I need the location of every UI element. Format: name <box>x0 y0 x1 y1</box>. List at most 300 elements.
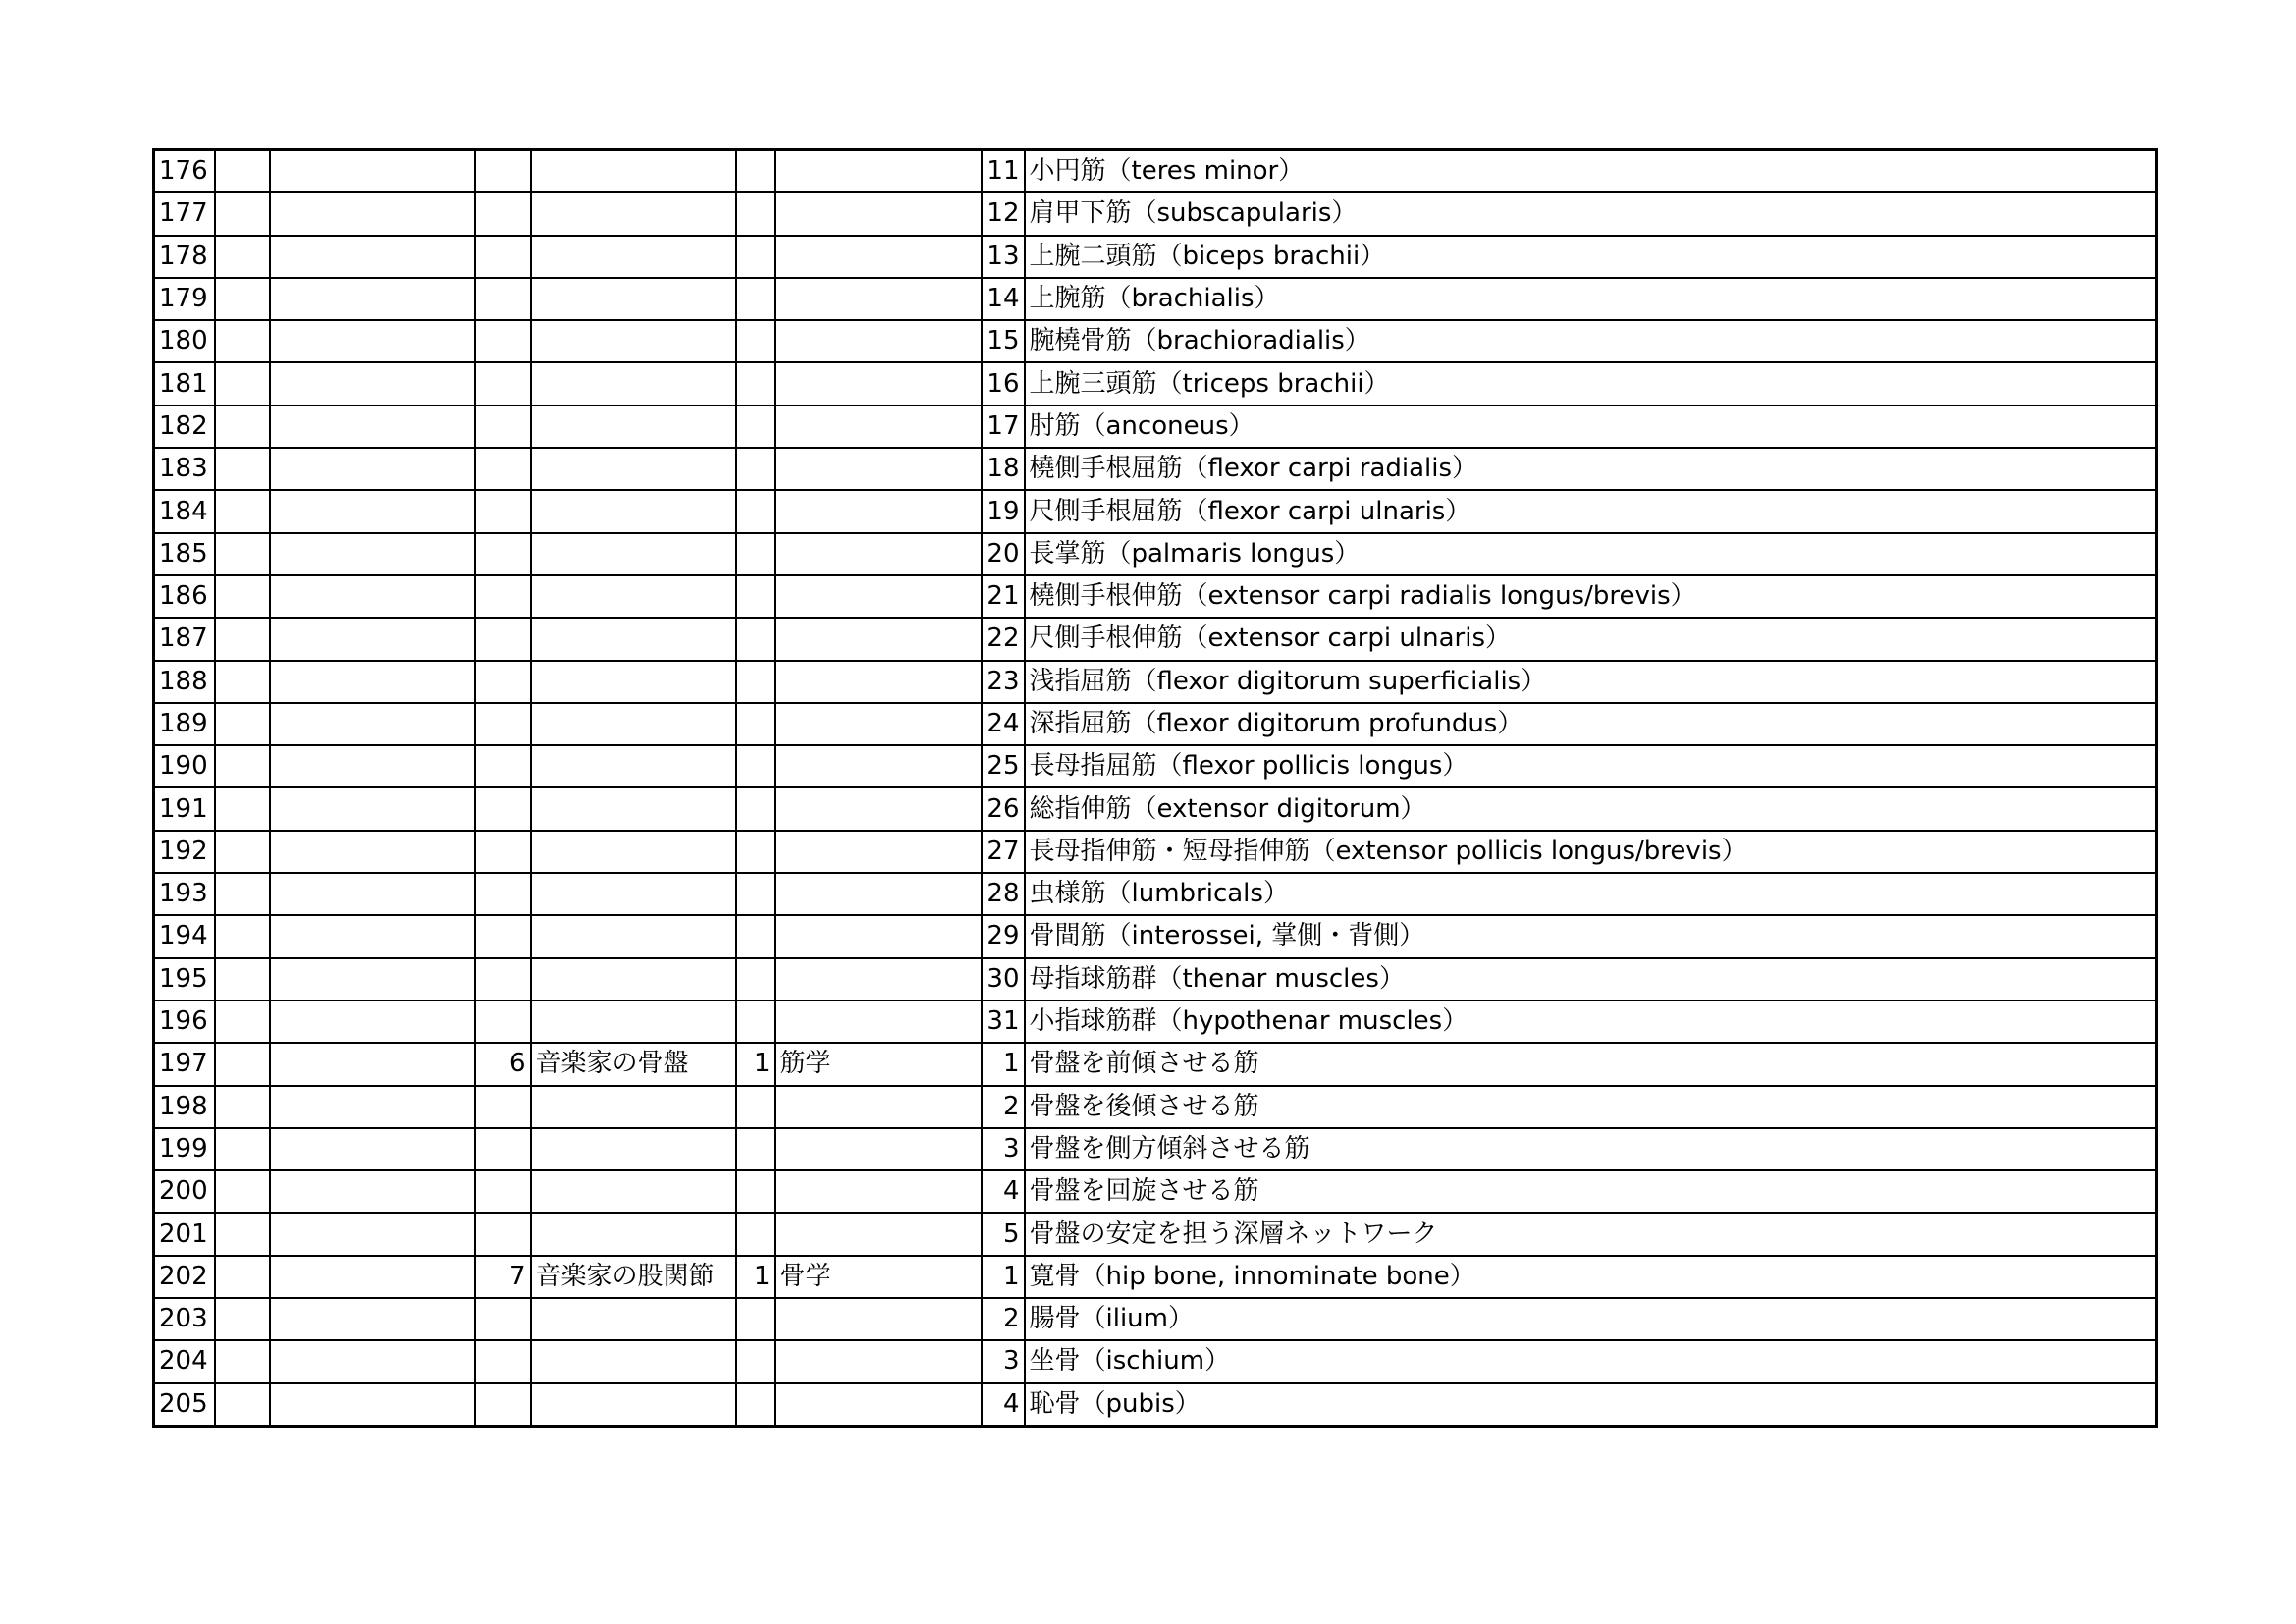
blank-cell <box>270 150 475 193</box>
item-number-cell: 18 <box>982 448 1025 490</box>
item-title-cell: 橈側手根伸筋（extensor carpi radialis longus/brevis） <box>1025 575 2157 618</box>
item-number-cell: 23 <box>982 661 1025 703</box>
chapter-number-cell <box>475 320 531 362</box>
chapter-title-cell <box>531 236 736 278</box>
blank-cell <box>215 1043 270 1085</box>
item-title-cell: 上腕三頭筋（triceps brachii） <box>1025 362 2157 405</box>
item-title-cell: 寛骨（hip bone, innominate bone） <box>1025 1256 2157 1298</box>
section-number-cell <box>736 1086 775 1128</box>
table-row <box>154 320 2157 362</box>
chapter-title-cell <box>531 958 736 1001</box>
chapter-title-cell <box>531 831 736 873</box>
row-number-cell: 196 <box>154 1001 215 1043</box>
blank-cell <box>270 618 475 660</box>
item-number-cell: 3 <box>982 1340 1025 1382</box>
chapter-number-cell <box>475 1086 531 1128</box>
blank-cell <box>215 1128 270 1170</box>
chapter-title-cell <box>531 1086 736 1128</box>
table-row <box>154 1086 2157 1128</box>
section-number-cell <box>736 661 775 703</box>
chapter-number-cell <box>475 362 531 405</box>
item-number-cell: 24 <box>982 703 1025 745</box>
blank-cell <box>215 362 270 405</box>
chapter-number-cell <box>475 150 531 193</box>
section-title-cell <box>775 1298 982 1340</box>
chapter-number-cell: 6 <box>475 1043 531 1085</box>
table-row <box>154 490 2157 532</box>
row-number-cell: 183 <box>154 448 215 490</box>
blank-cell <box>270 236 475 278</box>
item-title-cell: 尺側手根伸筋（extensor carpi ulnaris） <box>1025 618 2157 660</box>
table-row <box>154 915 2157 957</box>
row-number-cell: 182 <box>154 406 215 448</box>
item-number-cell: 3 <box>982 1128 1025 1170</box>
blank-cell <box>215 831 270 873</box>
blank-cell <box>270 448 475 490</box>
table-row <box>154 278 2157 320</box>
chapter-number-cell <box>475 745 531 787</box>
section-number-cell <box>736 362 775 405</box>
section-number-cell <box>736 618 775 660</box>
section-number-cell <box>736 448 775 490</box>
blank-cell <box>270 1043 475 1085</box>
item-title-cell: 母指球筋群（thenar muscles） <box>1025 958 2157 1001</box>
item-title-cell: 橈側手根屈筋（flexor carpi radialis） <box>1025 448 2157 490</box>
chapter-title-cell <box>531 915 736 957</box>
chapter-title-cell <box>531 278 736 320</box>
section-title-cell <box>775 1213 982 1255</box>
table-row <box>154 150 2157 193</box>
item-title-cell: 虫様筋（lumbricals） <box>1025 873 2157 915</box>
blank-cell <box>215 406 270 448</box>
chapter-number-cell <box>475 958 531 1001</box>
blank-cell <box>215 1256 270 1298</box>
row-number-cell: 204 <box>154 1340 215 1382</box>
chapter-number-cell <box>475 831 531 873</box>
item-number-cell: 11 <box>982 150 1025 193</box>
row-number-cell: 198 <box>154 1086 215 1128</box>
table-row <box>154 1383 2157 1427</box>
blank-cell <box>270 958 475 1001</box>
row-number-cell: 184 <box>154 490 215 532</box>
blank-cell <box>215 1340 270 1382</box>
item-number-cell: 25 <box>982 745 1025 787</box>
blank-cell <box>215 1213 270 1255</box>
row-number-cell: 178 <box>154 236 215 278</box>
section-title-cell <box>775 192 982 235</box>
chapter-number-cell: 7 <box>475 1256 531 1298</box>
chapter-number-cell <box>475 873 531 915</box>
row-number-cell: 203 <box>154 1298 215 1340</box>
row-number-cell: 197 <box>154 1043 215 1085</box>
table-row <box>154 703 2157 745</box>
row-number-cell: 187 <box>154 618 215 660</box>
chapter-number-cell <box>475 1213 531 1255</box>
table-row <box>154 1170 2157 1213</box>
item-number-cell: 20 <box>982 533 1025 575</box>
chapter-title-cell <box>531 490 736 532</box>
item-title-cell: 骨盤を前傾させる筋 <box>1025 1043 2157 1085</box>
row-number-cell: 185 <box>154 533 215 575</box>
section-title-cell <box>775 1170 982 1213</box>
row-number-cell: 177 <box>154 192 215 235</box>
item-title-cell: 骨盤を後傾させる筋 <box>1025 1086 2157 1128</box>
section-title-cell: 筋学 <box>775 1043 982 1085</box>
table-row <box>154 1256 2157 1298</box>
chapter-title-cell <box>531 192 736 235</box>
section-number-cell <box>736 278 775 320</box>
item-number-cell: 29 <box>982 915 1025 957</box>
chapter-title-cell <box>531 1340 736 1382</box>
section-number-cell <box>736 1298 775 1340</box>
section-number-cell: 1 <box>736 1256 775 1298</box>
blank-cell <box>215 236 270 278</box>
chapter-title-cell: 音楽家の骨盤 <box>531 1043 736 1085</box>
item-title-cell: 肩甲下筋（subscapularis） <box>1025 192 2157 235</box>
row-number-cell: 191 <box>154 787 215 830</box>
section-number-cell <box>736 1128 775 1170</box>
blank-cell <box>270 278 475 320</box>
blank-cell <box>215 575 270 618</box>
row-number-cell: 181 <box>154 362 215 405</box>
chapter-title-cell <box>531 1298 736 1340</box>
blank-cell <box>270 1170 475 1213</box>
table-row <box>154 362 2157 405</box>
row-number-cell: 176 <box>154 150 215 193</box>
blank-cell <box>215 1298 270 1340</box>
chapter-number-cell <box>475 1170 531 1213</box>
chapter-number-cell <box>475 915 531 957</box>
blank-cell <box>215 1383 270 1427</box>
blank-cell <box>270 1128 475 1170</box>
table-row <box>154 1128 2157 1170</box>
blank-cell <box>215 958 270 1001</box>
blank-cell <box>215 1001 270 1043</box>
row-number-cell: 202 <box>154 1256 215 1298</box>
row-number-cell: 179 <box>154 278 215 320</box>
chapter-number-cell <box>475 1340 531 1382</box>
table-row <box>154 873 2157 915</box>
section-title-cell <box>775 533 982 575</box>
section-title-cell <box>775 1128 982 1170</box>
section-number-cell <box>736 575 775 618</box>
row-number-cell: 190 <box>154 745 215 787</box>
item-title-cell: 総指伸筋（extensor digitorum） <box>1025 787 2157 830</box>
item-title-cell: 深指屈筋（flexor digitorum profundus） <box>1025 703 2157 745</box>
row-number-cell: 195 <box>154 958 215 1001</box>
section-number-cell <box>736 1383 775 1427</box>
chapter-number-cell <box>475 278 531 320</box>
section-number-cell <box>736 490 775 532</box>
section-title-cell <box>775 1383 982 1427</box>
row-number-cell: 201 <box>154 1213 215 1255</box>
blank-cell <box>270 533 475 575</box>
item-number-cell: 30 <box>982 958 1025 1001</box>
item-title-cell: 長母指屈筋（flexor pollicis longus） <box>1025 745 2157 787</box>
blank-cell <box>270 406 475 448</box>
item-title-cell: 恥骨（pubis） <box>1025 1383 2157 1427</box>
item-title-cell: 骨盤を回旋させる筋 <box>1025 1170 2157 1213</box>
section-title-cell <box>775 1086 982 1128</box>
blank-cell <box>270 1298 475 1340</box>
section-title-cell <box>775 150 982 193</box>
chapter-title-cell <box>531 873 736 915</box>
chapter-number-cell <box>475 787 531 830</box>
blank-cell <box>215 787 270 830</box>
chapter-title-cell <box>531 533 736 575</box>
chapter-title-cell <box>531 618 736 660</box>
item-title-cell: 腕橈骨筋（brachioradialis） <box>1025 320 2157 362</box>
section-number-cell <box>736 745 775 787</box>
table-row <box>154 1043 2157 1085</box>
blank-cell <box>215 192 270 235</box>
blank-cell <box>270 831 475 873</box>
row-number-cell: 180 <box>154 320 215 362</box>
item-title-cell: 尺側手根屈筋（flexor carpi ulnaris） <box>1025 490 2157 532</box>
section-number-cell <box>736 1213 775 1255</box>
chapter-number-cell <box>475 533 531 575</box>
blank-cell <box>270 1256 475 1298</box>
chapter-title-cell <box>531 1170 736 1213</box>
item-number-cell: 1 <box>982 1256 1025 1298</box>
chapter-title-cell <box>531 406 736 448</box>
item-number-cell: 1 <box>982 1043 1025 1085</box>
item-number-cell: 4 <box>982 1383 1025 1427</box>
table-row <box>154 406 2157 448</box>
chapter-title-cell <box>531 703 736 745</box>
table-row <box>154 192 2157 235</box>
blank-cell <box>270 320 475 362</box>
table-row <box>154 958 2157 1001</box>
item-title-cell: 小指球筋群（hypothenar muscles） <box>1025 1001 2157 1043</box>
item-number-cell: 12 <box>982 192 1025 235</box>
item-title-cell: 腸骨（ilium） <box>1025 1298 2157 1340</box>
section-title-cell <box>775 278 982 320</box>
table-row <box>154 448 2157 490</box>
blank-cell <box>215 490 270 532</box>
table-row <box>154 787 2157 830</box>
blank-cell <box>270 490 475 532</box>
section-number-cell <box>736 150 775 193</box>
blank-cell <box>215 1170 270 1213</box>
table-row <box>154 618 2157 660</box>
table-row <box>154 533 2157 575</box>
section-title-cell <box>775 958 982 1001</box>
item-number-cell: 5 <box>982 1213 1025 1255</box>
item-title-cell: 坐骨（ischium） <box>1025 1340 2157 1382</box>
chapter-title-cell <box>531 1383 736 1427</box>
table-row <box>154 661 2157 703</box>
table-row <box>154 1298 2157 1340</box>
row-number-cell: 205 <box>154 1383 215 1427</box>
item-number-cell: 27 <box>982 831 1025 873</box>
section-number-cell <box>736 915 775 957</box>
section-number-cell <box>736 236 775 278</box>
blank-cell <box>215 915 270 957</box>
item-number-cell: 28 <box>982 873 1025 915</box>
item-number-cell: 17 <box>982 406 1025 448</box>
table-row <box>154 236 2157 278</box>
chapter-title-cell: 音楽家の股関節 <box>531 1256 736 1298</box>
chapter-title-cell <box>531 787 736 830</box>
chapter-title-cell <box>531 1213 736 1255</box>
section-number-cell <box>736 320 775 362</box>
blank-cell <box>270 661 475 703</box>
section-title-cell <box>775 745 982 787</box>
item-number-cell: 26 <box>982 787 1025 830</box>
blank-cell <box>270 575 475 618</box>
section-number-cell <box>736 192 775 235</box>
row-number-cell: 194 <box>154 915 215 957</box>
section-title-cell <box>775 575 982 618</box>
section-title-cell <box>775 1340 982 1382</box>
chapter-title-cell <box>531 150 736 193</box>
section-number-cell <box>736 1340 775 1382</box>
chapter-number-cell <box>475 661 531 703</box>
chapter-number-cell <box>475 575 531 618</box>
chapter-number-cell <box>475 618 531 660</box>
item-number-cell: 2 <box>982 1298 1025 1340</box>
blank-cell <box>215 448 270 490</box>
table-row <box>154 575 2157 618</box>
blank-cell <box>270 873 475 915</box>
chapter-title-cell <box>531 745 736 787</box>
section-title-cell <box>775 362 982 405</box>
blank-cell <box>215 320 270 362</box>
table-row <box>154 831 2157 873</box>
chapter-title-cell <box>531 1001 736 1043</box>
chapter-number-cell <box>475 1128 531 1170</box>
section-title-cell <box>775 787 982 830</box>
table-row <box>154 1340 2157 1382</box>
section-title-cell <box>775 831 982 873</box>
blank-cell <box>215 1086 270 1128</box>
table-row <box>154 1001 2157 1043</box>
blank-cell <box>270 703 475 745</box>
blank-cell <box>270 745 475 787</box>
section-number-cell <box>736 873 775 915</box>
blank-cell <box>215 745 270 787</box>
blank-cell <box>215 278 270 320</box>
section-number-cell <box>736 533 775 575</box>
section-title-cell <box>775 661 982 703</box>
row-number-cell: 193 <box>154 873 215 915</box>
section-number-cell <box>736 703 775 745</box>
item-number-cell: 15 <box>982 320 1025 362</box>
section-title-cell <box>775 618 982 660</box>
row-number-cell: 200 <box>154 1170 215 1213</box>
row-number-cell: 189 <box>154 703 215 745</box>
blank-cell <box>215 873 270 915</box>
blank-cell <box>270 192 475 235</box>
blank-cell <box>215 150 270 193</box>
section-title-cell <box>775 873 982 915</box>
item-number-cell: 19 <box>982 490 1025 532</box>
blank-cell <box>270 915 475 957</box>
item-title-cell: 上腕二頭筋（biceps brachii） <box>1025 236 2157 278</box>
chapter-number-cell <box>475 1298 531 1340</box>
item-title-cell: 上腕筋（brachialis） <box>1025 278 2157 320</box>
chapter-number-cell <box>475 703 531 745</box>
item-title-cell: 小円筋（teres minor） <box>1025 150 2157 193</box>
section-title-cell <box>775 320 982 362</box>
chapter-number-cell <box>475 192 531 235</box>
section-title-cell <box>775 490 982 532</box>
blank-cell <box>270 787 475 830</box>
item-title-cell: 骨間筋（interossei, 掌側・背側） <box>1025 915 2157 957</box>
item-number-cell: 16 <box>982 362 1025 405</box>
item-number-cell: 2 <box>982 1086 1025 1128</box>
section-title-cell <box>775 236 982 278</box>
table-row <box>154 1213 2157 1255</box>
section-number-cell <box>736 1170 775 1213</box>
chapter-number-cell <box>475 1001 531 1043</box>
blank-cell <box>270 362 475 405</box>
chapter-number-cell <box>475 1383 531 1427</box>
blank-cell <box>215 618 270 660</box>
section-title-cell <box>775 1001 982 1043</box>
row-number-cell: 188 <box>154 661 215 703</box>
item-number-cell: 31 <box>982 1001 1025 1043</box>
blank-cell <box>270 1001 475 1043</box>
blank-cell <box>270 1213 475 1255</box>
chapter-number-cell <box>475 406 531 448</box>
section-title-cell <box>775 448 982 490</box>
blank-cell <box>270 1340 475 1382</box>
section-title-cell <box>775 703 982 745</box>
blank-cell <box>215 533 270 575</box>
row-number-cell: 186 <box>154 575 215 618</box>
item-title-cell: 骨盤を側方傾斜させる筋 <box>1025 1128 2157 1170</box>
section-number-cell <box>736 831 775 873</box>
data-table <box>152 148 2158 1428</box>
item-number-cell: 14 <box>982 278 1025 320</box>
chapter-title-cell <box>531 362 736 405</box>
item-number-cell: 13 <box>982 236 1025 278</box>
chapter-title-cell <box>531 575 736 618</box>
blank-cell <box>270 1383 475 1427</box>
chapter-title-cell <box>531 320 736 362</box>
item-title-cell: 長母指伸筋・短母指伸筋（extensor pollicis longus/brevis） <box>1025 831 2157 873</box>
section-title-cell: 骨学 <box>775 1256 982 1298</box>
section-number-cell <box>736 1001 775 1043</box>
chapter-title-cell <box>531 661 736 703</box>
section-number-cell: 1 <box>736 1043 775 1085</box>
section-number-cell <box>736 787 775 830</box>
blank-cell <box>215 661 270 703</box>
item-title-cell: 骨盤の安定を担う深層ネットワーク <box>1025 1213 2157 1255</box>
table-row <box>154 745 2157 787</box>
blank-cell <box>270 1086 475 1128</box>
row-number-cell: 199 <box>154 1128 215 1170</box>
chapter-title-cell <box>531 1128 736 1170</box>
item-number-cell: 4 <box>982 1170 1025 1213</box>
chapter-title-cell <box>531 448 736 490</box>
table-body <box>154 150 2157 1427</box>
section-title-cell <box>775 406 982 448</box>
blank-cell <box>215 703 270 745</box>
item-title-cell: 長掌筋（palmaris longus） <box>1025 533 2157 575</box>
item-number-cell: 21 <box>982 575 1025 618</box>
chapter-number-cell <box>475 448 531 490</box>
section-number-cell <box>736 406 775 448</box>
chapter-number-cell <box>475 490 531 532</box>
item-title-cell: 浅指屈筋（flexor digitorum superficialis） <box>1025 661 2157 703</box>
section-number-cell <box>736 958 775 1001</box>
section-title-cell <box>775 915 982 957</box>
chapter-number-cell <box>475 236 531 278</box>
item-title-cell: 肘筋（anconeus） <box>1025 406 2157 448</box>
